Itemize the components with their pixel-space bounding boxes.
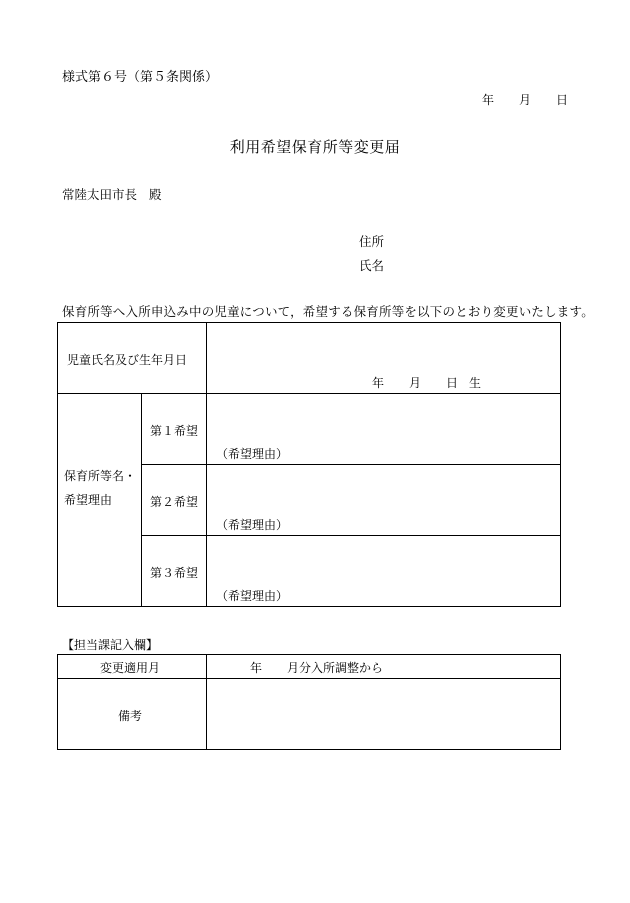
change-year-label: 年 [250,661,263,675]
birth-suffix-label: 生 [469,376,482,390]
addressee-name: 常陸太田市長 [62,187,138,202]
address-label: 住所 [359,234,385,249]
birth-month-label: 月 [409,376,422,390]
date-year-label: 年 [482,93,495,107]
date-day-label: 日 [556,93,569,107]
choice-2-reason: （希望理由） [216,518,289,532]
change-month-text: 月分入所調整から [287,661,384,675]
choice-1-reason: （希望理由） [216,447,289,461]
office-section-title: 【担当課記入欄】 [62,638,159,652]
intro-text: 保育所等へ入所申込み中の児童について，希望する保育所等を以下のとおり変更いたします。 [62,304,594,319]
choice-3-label: 第３希望 [150,566,199,580]
date-month-label: 月 [519,93,532,107]
facility-label-line2: 希望理由 [64,493,113,507]
document-title: 利用希望保育所等変更届 [229,138,401,156]
birth-day-label: 日 [446,376,459,390]
addressee [62,185,162,203]
choice-1-label: 第１希望 [150,424,199,438]
form-number: 様式第６号（第５条関係） [62,70,219,85]
name-label: 氏名 [359,258,385,273]
change-month-label: 変更適用月 [100,661,161,675]
child-name-label: 児童氏名及び生年月日 [67,353,188,367]
choice-3-reason: （希望理由） [216,589,289,603]
birth-year-label: 年 [372,376,385,390]
facility-label-line1: 保育所等名・ [64,469,137,483]
remarks-label: 備考 [118,709,143,723]
choice-2-label: 第２希望 [150,495,199,509]
addressee-honorific: 殿 [149,187,162,202]
